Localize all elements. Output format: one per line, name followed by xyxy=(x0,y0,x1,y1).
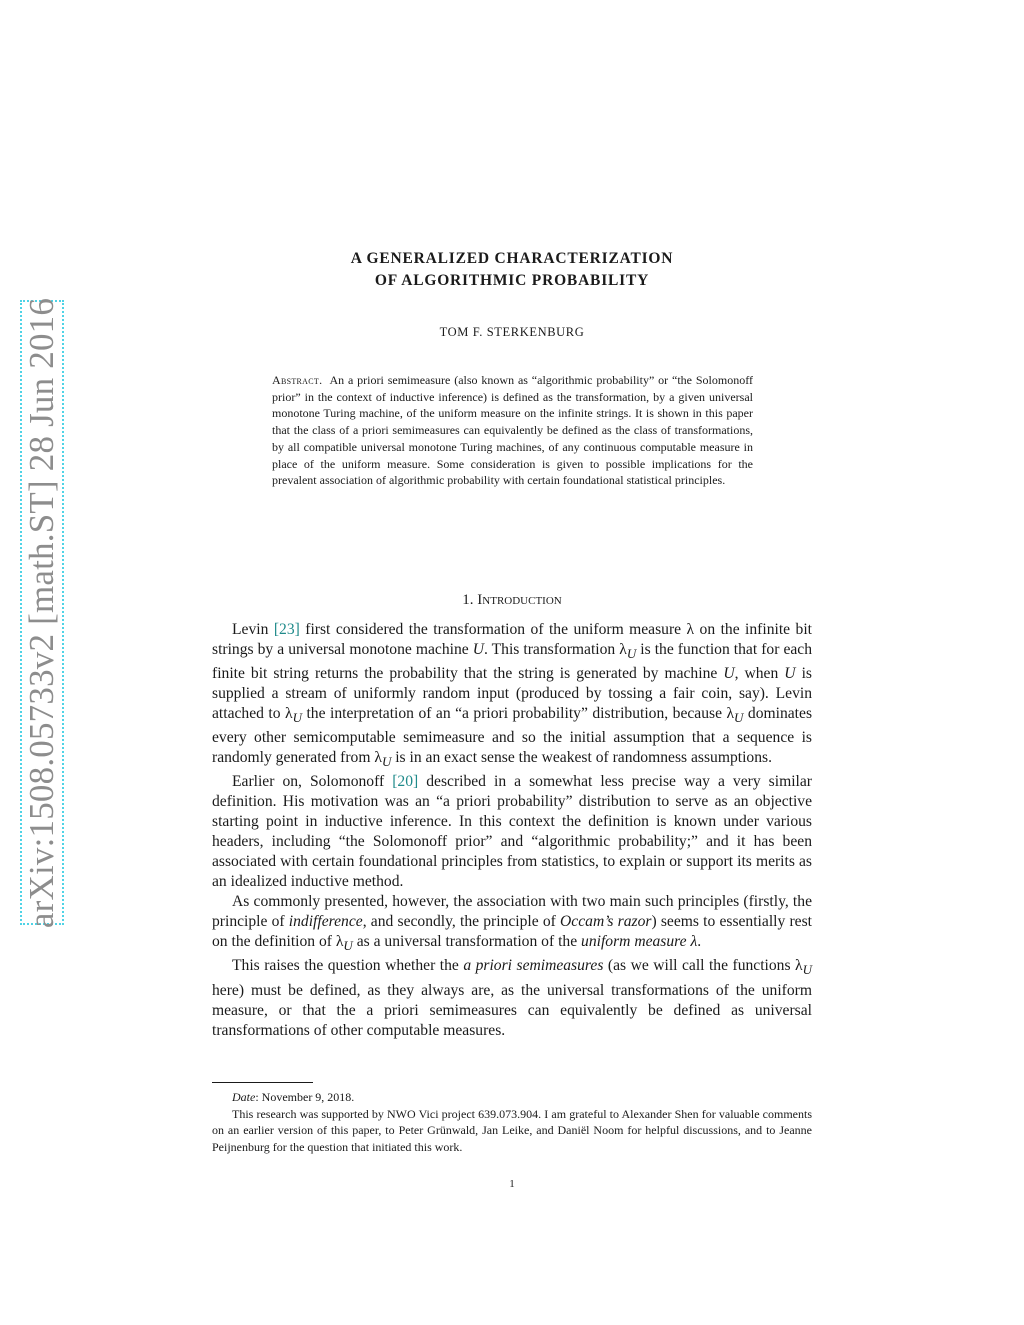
title-line-1: A GENERALIZED CHARACTERIZATION xyxy=(350,250,674,267)
footnotes xyxy=(212,1089,812,1156)
footnote-divider xyxy=(212,1082,313,1083)
paragraph-4 xyxy=(212,956,812,1040)
math-subscript: U xyxy=(734,710,744,726)
math-subscript: U xyxy=(381,754,392,770)
text-run: As commonly presented, however, the association with two main such principles (firstly, the principle of xyxy=(212,893,812,931)
emphasis: a priori semimeasures xyxy=(463,957,604,975)
math-subscript: U xyxy=(292,710,302,726)
title-line-2: OF ALGORITHMIC PROBABILITY xyxy=(374,272,650,289)
text-run: is in an exact sense the weakest of randomness assumptions. xyxy=(391,749,772,767)
math-symbol: U xyxy=(472,641,484,658)
abstract-text: An a priori semimeasure (also known as “algorithmic probability” or “the Solomonoff prior” in the context of inductive inference) is defined as the transformation, by a given universal monotone Turing machine, of the uniform measure on the infinite strings. It is shown in this paper that the class of a priori semimeasures can equivalently be defined as the class of transformations, by all compatible universal monotone Turing machines, of any continuous computable measure in place of the uniform measure. Some consideration is given to possible implications for the prevalent association of algorithmic probability with certain foundational statistical principles. xyxy=(272,373,753,488)
text-run: as a universal transformation of the xyxy=(352,933,582,951)
section-title: Introduction xyxy=(477,592,562,608)
text-run: , and secondly, the principle of xyxy=(362,913,561,931)
page-number: 1 xyxy=(509,1178,515,1190)
text-run: the interpretation of an “a priori probability” distribution, because λ xyxy=(301,705,735,723)
citation-link-23[interactable]: [23] xyxy=(273,621,300,638)
arxiv-identifier-text: arXiv:1508.05733v2 [math.ST] 28 Jun 2016 xyxy=(22,297,61,928)
date-label: Date xyxy=(232,1090,256,1104)
math-symbol: U xyxy=(784,665,796,683)
text-run: . xyxy=(697,933,702,951)
paper-title xyxy=(212,248,812,292)
text-run: , when xyxy=(734,665,785,683)
paragraph-2 xyxy=(212,772,812,892)
author-name: TOM F. STERKENBURG xyxy=(439,325,585,339)
abstract-label: Abstract. xyxy=(272,373,323,387)
section-heading-introduction xyxy=(212,592,812,609)
math-subscript: U xyxy=(626,646,637,662)
text-run: ) seems to essentially rest on the definition of λ xyxy=(212,913,812,951)
text-run: is the function that for each finite bit string returns the probability that the string is generated by machine xyxy=(212,641,813,683)
emphasis: Occam’s razor xyxy=(560,913,652,931)
footnote-acknowledgment: This research was supported by NWO Vici project 639.073.904. I am grateful to Alexander Shen for valuable comments on an earlier version of this paper, to Peter Grünwald, Jan Leike, and Daniël Noom for helpful discussions, and to Jeanne Peijnenburg for the question that initiated this work. xyxy=(212,1106,812,1155)
math-symbol: U xyxy=(723,665,735,683)
date-value: : November 9, 2018. xyxy=(255,1090,355,1104)
text-run: This raises the question whether the xyxy=(232,957,464,975)
text-run: (as we will call the functions λ xyxy=(603,957,803,975)
math-subscript: U xyxy=(343,938,353,954)
citation-link-20[interactable]: [20] xyxy=(392,773,419,791)
footnote-date xyxy=(212,1089,812,1106)
emphasis: uniform measure λ xyxy=(581,933,698,951)
arxiv-identifier-stamp xyxy=(20,297,64,928)
math-subscript: U xyxy=(802,962,812,978)
body-text xyxy=(212,620,812,1041)
text-run: dominates every other semicomputable semimeasure and so the initial assumption that a sequence is randomly generated from λ xyxy=(212,705,813,767)
text-run: is supplied a stream of uniformly random input (produced by tossing a fair coin, say). Levin attached to λ xyxy=(212,665,812,723)
text-run: Levin xyxy=(232,621,274,638)
text-run: first considered the transformation of the uniform measure λ on the infinite bit strings by a universal monotone machine xyxy=(212,621,812,658)
section-number: 1. xyxy=(462,592,474,608)
paragraph-3 xyxy=(212,892,812,956)
emphasis: indifference xyxy=(288,913,363,931)
text-run: Earlier on, Solomonoff xyxy=(232,773,393,791)
abstract xyxy=(272,372,753,489)
text-run: . This transformation λ xyxy=(483,641,627,658)
text-run: here) must be defined, as they always are, as the universal transformations of the uniform measure, or that the a priori semimeasures can equivalently be defined as universal transformations of other computable measures. xyxy=(212,981,812,1039)
text-run: described in a somewhat less precise way a very similar definition. His motivation was an “a priori probability” distribution to serve as an objective starting point in inductive inference. In this context the definition is known under various headers, including “the Solomonoff prior” and “algorithmic probability;” and it has been associated with certain foundational principles from statistics, to explain or support its merits as an idealized inductive method. xyxy=(212,773,812,891)
paragraph-1 xyxy=(212,620,812,772)
